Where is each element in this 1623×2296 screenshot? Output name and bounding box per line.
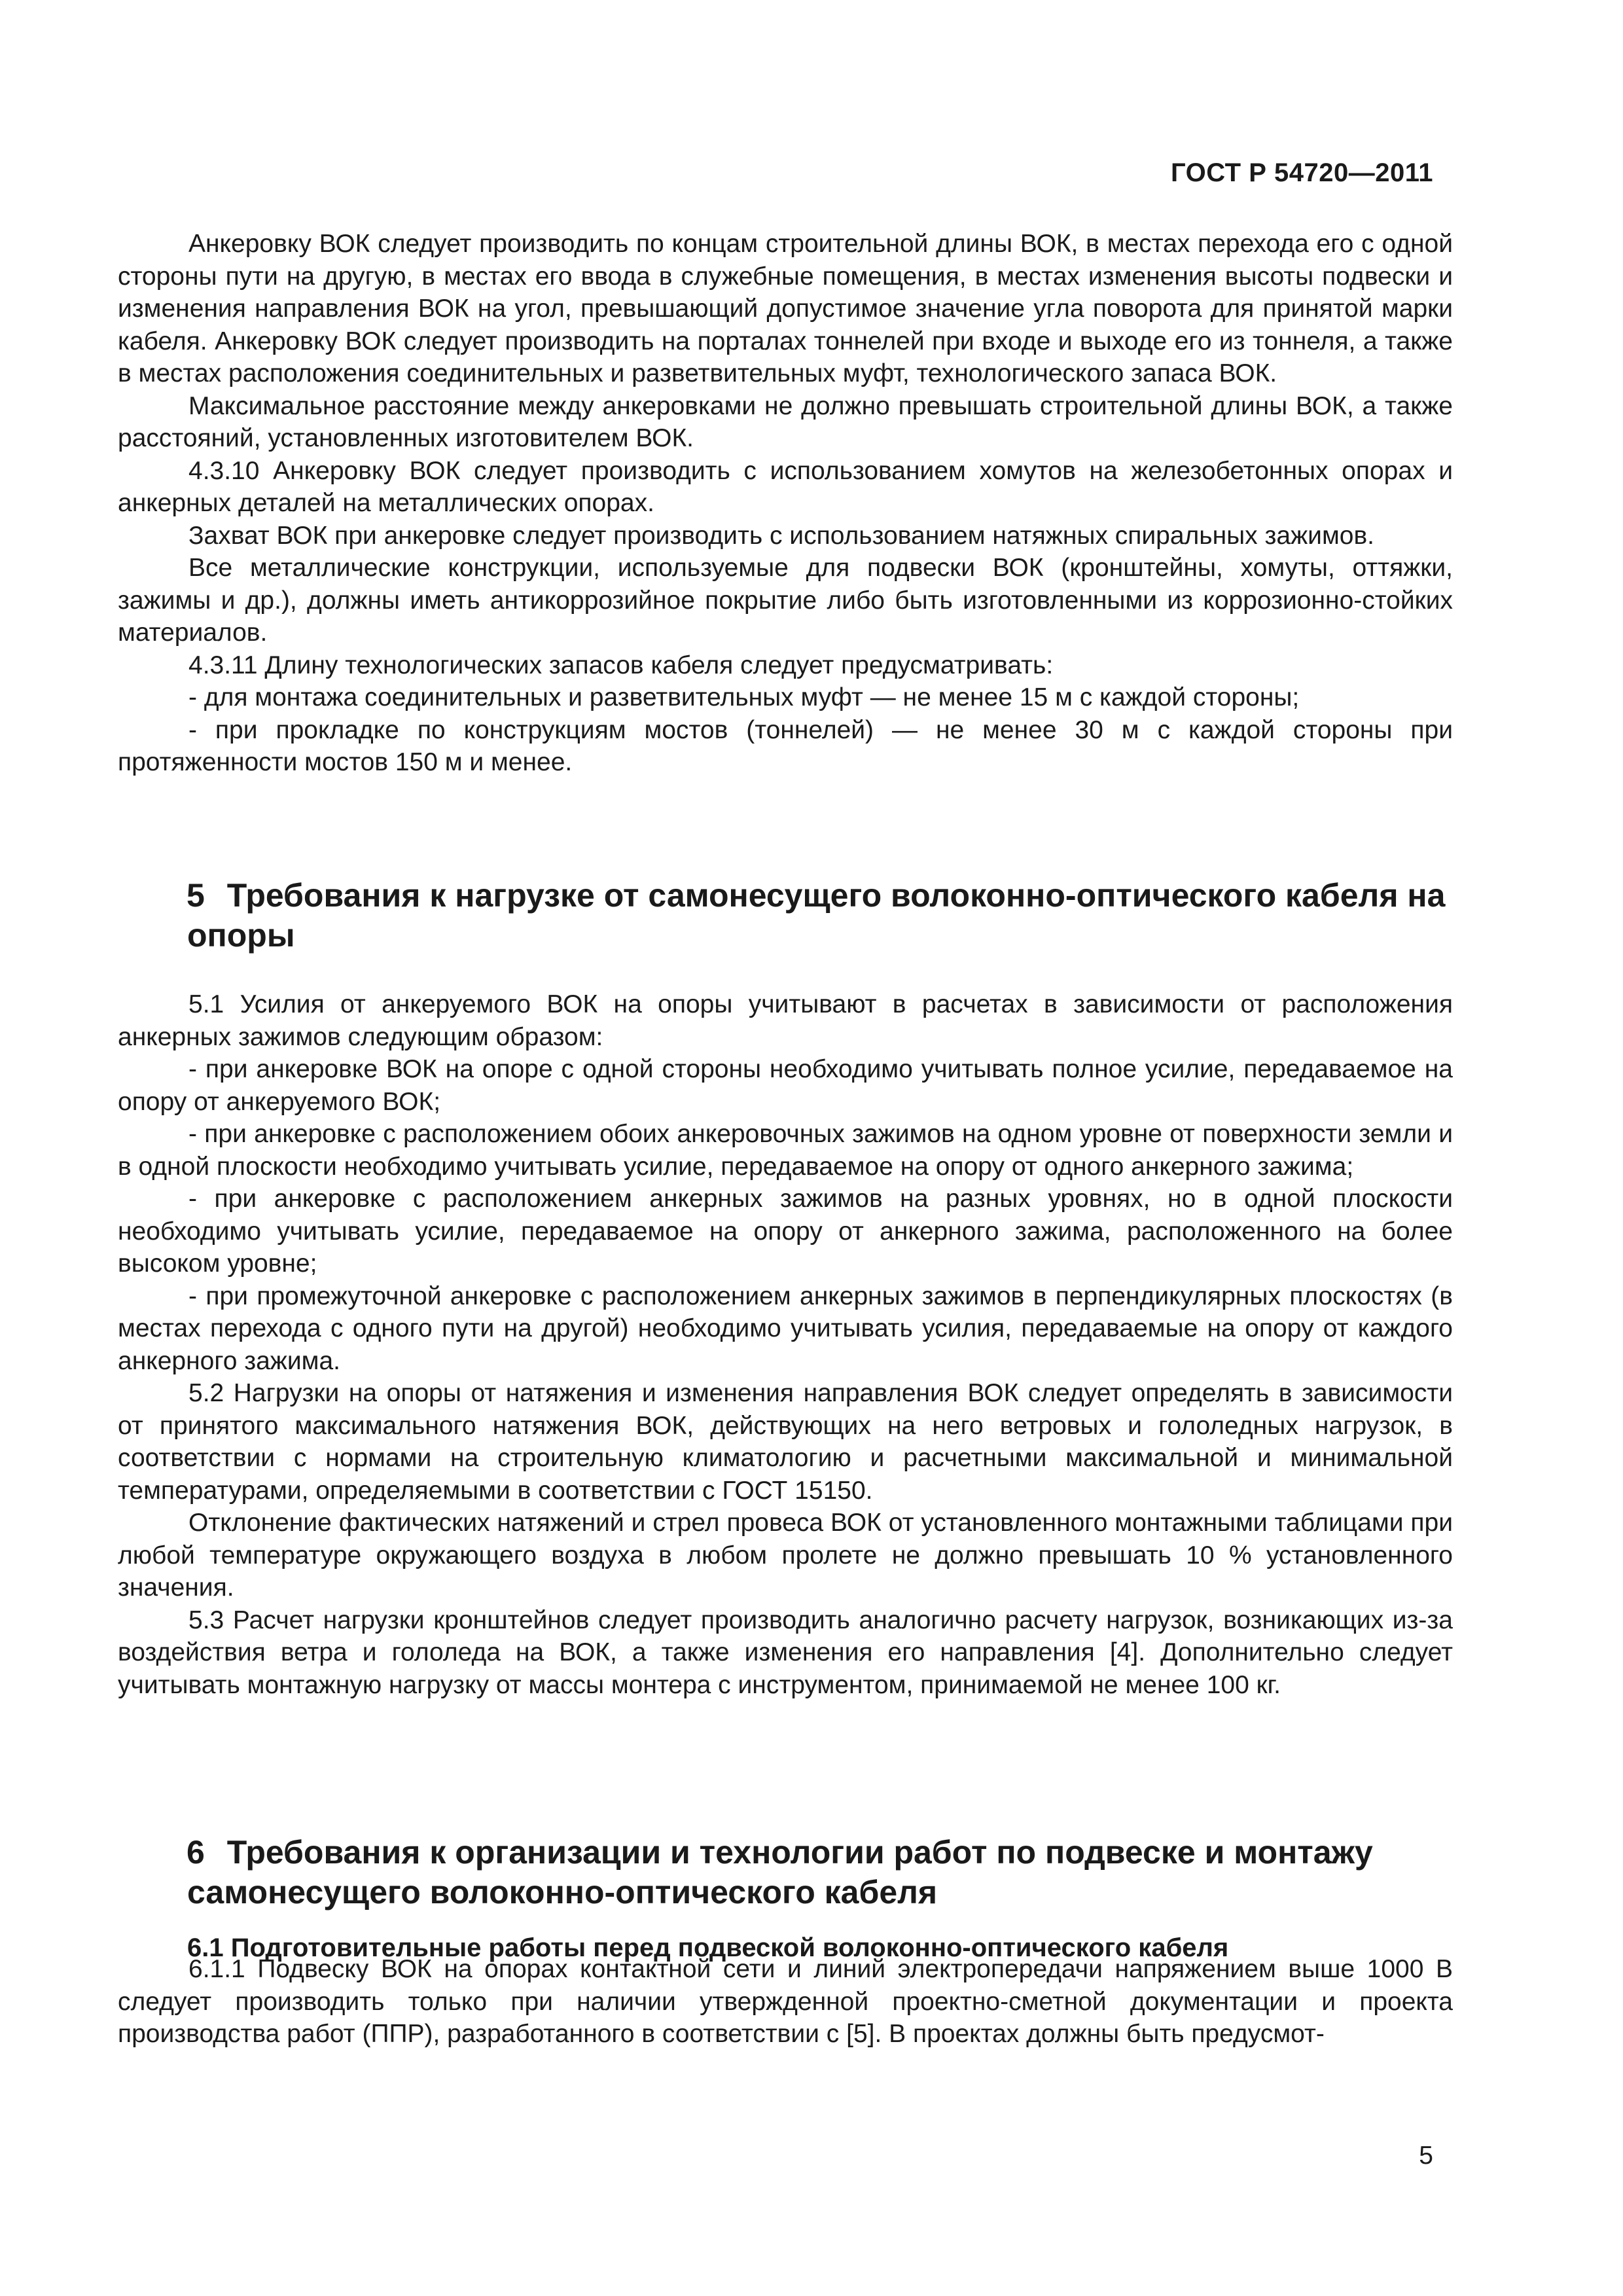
section-title-text: Требования к организации и технологии работ по подвеске и монтажу самонесущего волоконно-оптического кабеля [187,1834,1373,1910]
text-block-1 [118,228,1453,779]
text-block-2 [118,988,1453,1701]
paragraph: Отклонение фактических натяжений и стрел провеса ВОК от установленного монтажными таблицами при любой температуре окружающего воздуха в любом пролете не должно превышать 10 % установленного значения. [118,1509,1453,1602]
paragraph: 5.3 Расчет нагрузки кронштейнов следует производить аналогично расчету нагрузок, возникающих из-за воздействия ветра и гололеда на ВОК, а также изменения его направления [4]. Дополнительно следует учитывать монтажную нагрузку от массы монтера с инструментом, принимаемой не менее 100 кг. [118,1605,1453,1699]
page-number: 5 [1419,2142,1433,2170]
list-item: - при анкеровке с расположением обоих анкеровочных зажимов на одном уровне от поверхности земли и в одной плоскости необходимо учитывать усилие, передаваемое на опору от одного анкерного зажима; [118,1120,1453,1181]
document-header: ГОСТ Р 54720—2011 [1171,158,1433,187]
paragraph: Анкеровку ВОК следует производить по концам строительной длины ВОК, в местах перехода его с одной стороны пути на другую, в местах его ввода в служебные помещения, в местах изменения высоты подвески и изменения направления ВОК на угол, превышающий допустимое значение угла поворота для принятой марки кабеля. Анкеровку ВОК следует производить на порталах тоннелей при входе и выходе его из тоннеля, а также в местах расположения соединительных и разветвительных муфт, технологического запаса ВОК. [118,230,1453,387]
list-item: - при анкеровке с расположением анкерных зажимов на разных уровнях, но в одной плоскости необходимо учитывать усилие, передаваемое на опору от анкерного зажима, расположенного на более высоком уровне; [118,1185,1453,1278]
section-5-title [187,876,1457,956]
paragraph: Максимальное расстояние между анкеровками не должно превышать строительной длины ВОК, а также расстояний, установленных изготовителем ВОК. [118,391,1453,452]
list-item: - при прокладке по конструкциям мостов (тоннелей) — не менее 30 м с каждой стороны при протяженности мостов 150 м и менее. [118,715,1453,776]
paragraph: 4.3.10 Анкеровку ВОК следует производить с использованием хомутов на железобетонных опорах и анкерных деталей на металлических опорах. [118,456,1453,517]
paragraph: 6.1.1 Подвеску ВОК на опорах контактной сети и линий электропередачи напряжением выше 1000 В следует производить только при наличии утвержденной проектно-сметной документации и проекта производства работ (ППР), разработанного в соответствии с [5]. В проектах должны быть предусмот- [118,1955,1453,2048]
paragraph: 4.3.11 Длину технологических запасов кабеля следует предусматривать: [188,651,1054,679]
list-item: - при промежуточной анкеровке с расположением анкерных зажимов в перпендикулярных плоскостях (в местах перехода с одного пути на другой) необходимо учитывать усилия, передаваемые на опору от каждого анкерного зажима. [118,1282,1453,1375]
section-title-text: Требования к нагрузке от самонесущего волоконно-оптического кабеля на опоры [187,877,1446,954]
subsection-6-1-title: 6.1 Подготовительные работы перед подвеской волоконно-оптического кабеля [187,1933,1229,1962]
list-item: - для монтажа соединительных и разветвительных муфт — не менее 15 м с каждой стороны; [188,683,1300,711]
section-number: 6 [187,1834,205,1871]
paragraph: 5.2 Нагрузки на опоры от натяжения и изменения направления ВОК следует определять в зависимости от принятого максимального натяжения ВОК, действующих на него ветровых и гололедных нагрузок, в соответствии с нормами на строительную климатологию и расчетными максимальной и минимальной температурами, определяемыми в соответствии с ГОСТ 15150. [118,1379,1453,1505]
text-block-3 [118,1953,1453,2051]
paragraph: Захват ВОК при анкеровке следует производить с использованием натяжных спиральных зажимов. [188,521,1374,550]
list-item: - при анкеровке ВОК на опоре с одной стороны необходимо учитывать полное усилие, передаваемое на опору от анкеруемого ВОК; [118,1055,1453,1116]
section-number: 5 [187,877,205,914]
paragraph: Все металлические конструкции, используемые для подвески ВОК (кронштейны, хомуты, оттяжки, зажимы и др.), должны иметь антикоррозийное покрытие либо быть изготовленными из коррозионно-стойких материалов. [118,554,1453,647]
paragraph: 5.1 Усилия от анкеруемого ВОК на опоры учитывают в расчетах в зависимости от расположения анкерных зажимов следующим образом: [118,990,1453,1051]
section-6-title [187,1833,1457,1912]
